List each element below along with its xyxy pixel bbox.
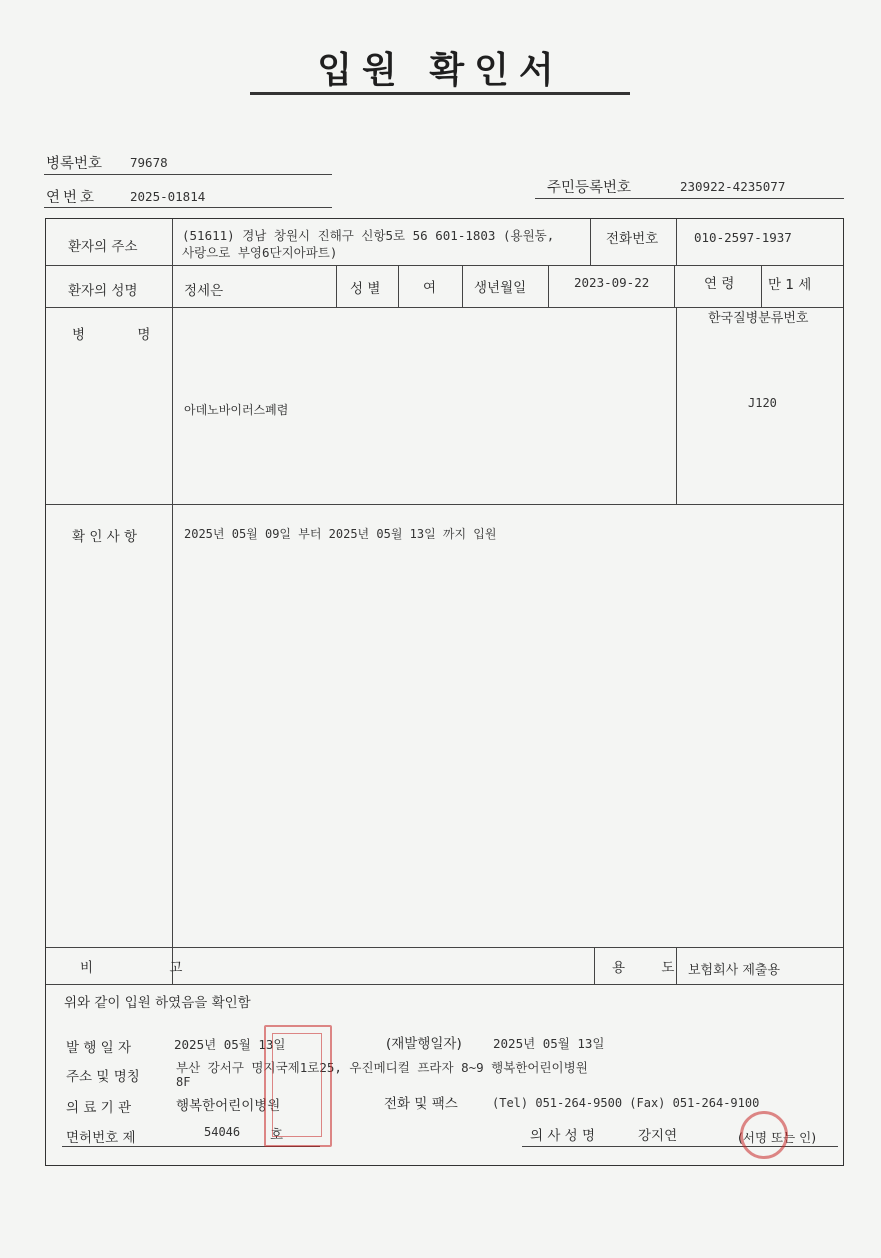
hospital-seal-inner bbox=[272, 1033, 322, 1137]
reissue-label: (재발행일자) bbox=[386, 1036, 462, 1052]
confirmation-text: 2025년 05월 09일 부터 2025년 05월 13일 까지 입원 bbox=[184, 527, 497, 541]
purpose-value: 보험회사 제출용 bbox=[688, 963, 781, 978]
col-divider bbox=[761, 265, 762, 307]
doctor-seal bbox=[740, 1111, 788, 1159]
confirmation-label: 확 인 사 항 bbox=[72, 529, 138, 545]
seal-placeholder: (서명 또는 인) bbox=[738, 1130, 817, 1145]
admission-form-table bbox=[45, 218, 844, 1166]
title-underline bbox=[250, 92, 630, 95]
address-name-label: 주소 및 명칭 bbox=[66, 1069, 140, 1085]
institution-label: 의 료 기 관 bbox=[66, 1100, 132, 1116]
col-divider bbox=[398, 265, 399, 307]
col-divider bbox=[336, 265, 337, 307]
address-line2: 사랑으로 부영6단지아파트) bbox=[182, 245, 338, 260]
col-divider bbox=[590, 219, 591, 265]
rrn-label: 주민등록번호 bbox=[547, 180, 632, 196]
kcd-col-divider bbox=[676, 307, 677, 504]
patient-name: 정세은 bbox=[184, 283, 224, 299]
name-label: 환자의 성명 bbox=[68, 283, 138, 299]
record-no-label: 병록번호 bbox=[46, 156, 103, 172]
license-number: 54046 bbox=[204, 1125, 241, 1139]
disease-name: 아데노바이러스폐렴 bbox=[184, 403, 289, 417]
rrn-underline bbox=[535, 198, 844, 199]
license-label: 면허번호 제 bbox=[66, 1130, 136, 1146]
rrn-value: 230922-4235077 bbox=[680, 179, 786, 194]
row-divider bbox=[46, 947, 843, 948]
address-line1: (51611) 경남 창원시 진해구 신항5로 56 601-1803 (용원동, bbox=[182, 228, 555, 243]
col-divider bbox=[676, 219, 677, 265]
phone-fax-label: 전화 및 팩스 bbox=[384, 1096, 458, 1112]
hospital-address: 부산 강서구 명지국제1로25, 우진메디컬 프라자 8~9 행복한어린이병원 bbox=[176, 1060, 588, 1075]
issue-date: 2025년 05월 13일 bbox=[174, 1037, 286, 1052]
phone-value: 010-2597-1937 bbox=[694, 230, 792, 245]
col-divider bbox=[594, 947, 595, 984]
hospital-address-cont: 8F bbox=[176, 1075, 191, 1089]
serial-label: 연번호 bbox=[46, 190, 98, 206]
kcd-label: 한국질병분류번호 bbox=[708, 311, 809, 326]
statement-text: 위와 같이 입원 하였음을 확인함 bbox=[64, 995, 251, 1011]
kcd-value: J120 bbox=[748, 396, 777, 410]
dob-label: 생년월일 bbox=[474, 280, 527, 296]
col-divider bbox=[462, 265, 463, 307]
record-no-underline bbox=[44, 174, 332, 175]
row-divider bbox=[46, 504, 843, 505]
record-no: 79678 bbox=[130, 155, 168, 170]
serial-underline bbox=[44, 207, 332, 208]
age-label: 연 령 bbox=[704, 276, 735, 292]
institution-name: 행복한어린이병원 bbox=[176, 1098, 281, 1114]
address-label: 환자의 주소 bbox=[68, 239, 138, 255]
purpose-label: 용 도 bbox=[612, 960, 691, 976]
remarks-label: 비 고 bbox=[80, 960, 219, 976]
row-divider bbox=[46, 984, 843, 985]
reissue-date: 2025년 05월 13일 bbox=[493, 1036, 605, 1051]
issue-date-label: 발 행 일 자 bbox=[66, 1040, 132, 1056]
doctor-name: 강지연 bbox=[638, 1128, 678, 1144]
phone-label: 전화번호 bbox=[606, 231, 659, 247]
disease-label: 병 명 bbox=[72, 327, 175, 343]
col-divider bbox=[548, 265, 549, 307]
license-suffix: 호 bbox=[270, 1127, 284, 1143]
sex-label: 성 별 bbox=[350, 281, 381, 297]
dob-value: 2023-09-22 bbox=[574, 275, 650, 290]
row-divider bbox=[46, 265, 843, 266]
phone-fax-value: (Tel) 051-264-9500 (Fax) 051-264-9100 bbox=[492, 1096, 760, 1110]
doctor-label: 의 사 성 명 bbox=[530, 1128, 596, 1144]
document-title: 입원 확인서 bbox=[317, 50, 564, 91]
sex-value: 여 bbox=[423, 280, 437, 296]
doctor-underline bbox=[522, 1146, 838, 1147]
col-divider bbox=[674, 265, 675, 307]
serial-no: 2025-01814 bbox=[130, 189, 206, 204]
age-value: 만 1 세 bbox=[768, 277, 812, 293]
